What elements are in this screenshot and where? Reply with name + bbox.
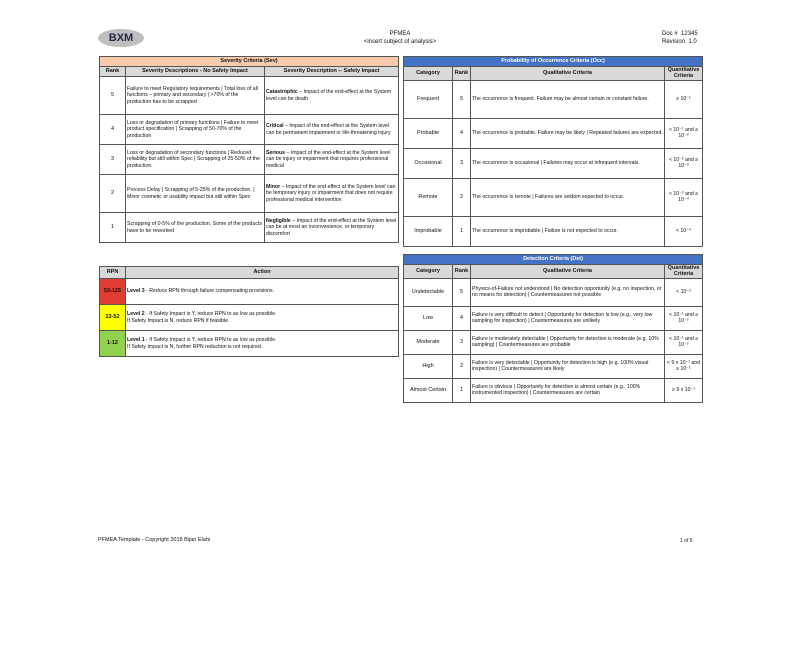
detection-title: Detection Criteria (Det) xyxy=(404,255,703,265)
doc-value: 12345 xyxy=(681,31,698,37)
detection-qualitative: Failure is moderately detectable | Opportunity for detection is moderate (e.g. 10% sampling) | Countermeasures are probable xyxy=(471,330,665,354)
severity-row xyxy=(100,175,399,213)
detection-qualitative: Failure is very detectable | Opportunity for detection is high (e.g. 100% visual inspection) | Countermeasures are likely xyxy=(471,354,665,378)
rpn-level: Level 2 xyxy=(127,311,145,318)
occurrence-header-rank: Rank xyxy=(453,67,471,81)
occurrence-header-qualitative: Qualitative Criteria xyxy=(471,67,665,81)
severity-safety-text: – Impact of the end-effect at the System level can be permanent impairment or life-threatening injury xyxy=(266,123,391,136)
severity-term: Minor xyxy=(266,183,281,190)
footer-copyright: PFMEA Template - Copyright 2018 Bijan Elahi xyxy=(98,537,211,543)
severity-rank: 4 xyxy=(100,115,126,145)
severity-header-safety: Severity Description -- Safety Impact xyxy=(265,67,399,77)
occurrence-qualitative: The occurrence is occasional | Failures may occur at infrequent intervals. xyxy=(471,148,665,178)
occurrence-category: Occasional xyxy=(404,148,453,178)
occurrence-header-category: Category xyxy=(404,67,453,81)
occurrence-header-quantitative: Quantitative Criteria xyxy=(665,67,703,81)
detection-category: Moderate xyxy=(404,330,453,354)
severity-no-safety-desc: Scrapping of 0-5% of the production. Some of the products have to be reworked xyxy=(126,213,265,243)
severity-no-safety-desc: Process Delay | Scrapping of 5-25% of the production. | Minor cosmetic or usability impact but still within Spec xyxy=(126,175,265,213)
severity-term: Catastrophic xyxy=(266,89,298,96)
detection-table xyxy=(403,254,703,403)
severity-rank: 3 xyxy=(100,145,126,175)
occurrence-category: Remote xyxy=(404,178,453,216)
detection-rank: 5 xyxy=(453,278,471,306)
detection-header-quantitative: Quantitative Criteria xyxy=(665,265,703,279)
occurrence-quantitative: ≥ 10⁻¹ xyxy=(665,80,703,118)
detection-rank: 3 xyxy=(453,330,471,354)
occurrence-quantitative: < 10⁻³ and ≥ 10⁻⁴ xyxy=(665,178,703,216)
severity-header-rank: Rank xyxy=(100,67,126,77)
severity-safety-text: – Impact of the end-effect at the System level can be death xyxy=(266,89,392,102)
severity-header-no-safety: Severity Descriptions - No Safety Impact xyxy=(126,67,265,77)
severity-no-safety-desc: Failure to meet Regulatory requirements | Total loss of all functions – primary and secondary | >70% of the production has to be scrapped xyxy=(126,77,265,115)
rpn-row xyxy=(100,331,399,357)
severity-safety-desc xyxy=(265,115,399,145)
rpn-range: 13-52 xyxy=(100,305,126,331)
revision-label: Revision xyxy=(662,39,686,45)
rpn-action xyxy=(126,331,399,357)
detection-row xyxy=(404,378,703,402)
rpn-action-text: - If Safety Impact is Y, reduce RPN to as low as possible. xyxy=(144,311,277,318)
occurrence-row xyxy=(404,216,703,246)
rpn-header: RPN xyxy=(100,267,126,279)
detection-quantitative: < 10⁻² xyxy=(665,278,703,306)
severity-safety-text: – Impact of the end-effect at the System level can be temporary injury or impairment that does not require professional medical intervention xyxy=(266,183,396,203)
rpn-action-text-2: If Safety Impact is N, further RPN reduction is not required. xyxy=(127,343,263,350)
severity-row xyxy=(100,213,399,243)
detection-category: Undetectable xyxy=(404,278,453,306)
title-text: PFMEA xyxy=(389,31,411,37)
severity-row xyxy=(100,77,399,115)
rpn-level: Level 1 xyxy=(127,337,145,344)
occurrence-title: Probability of Occurrence Criteria (Occ) xyxy=(404,57,703,67)
occurrence-quantitative: < 10⁻² and ≥ 10⁻³ xyxy=(665,148,703,178)
occurrence-category: Frequent xyxy=(404,80,453,118)
detection-rank: 2 xyxy=(453,354,471,378)
severity-safety-desc xyxy=(265,213,399,243)
rpn-range: 1-12 xyxy=(100,331,126,357)
detection-rank: 1 xyxy=(453,378,471,402)
rpn-action-text-2: If Safety Impact is N, reduce RPN if feasible. xyxy=(127,317,230,324)
detection-qualitative: Failure is very difficult to detect | Opportunity for detection is low (e.g., very low sampling for inspection) | Countermeasures are unlikely xyxy=(471,306,665,330)
occurrence-category: Improbable xyxy=(404,216,453,246)
severity-title: Severity Criteria (Sev) xyxy=(100,57,399,67)
occurrence-rank: 5 xyxy=(453,80,471,118)
rpn-level: Level 3 xyxy=(127,288,145,295)
detection-quantitative: < 9 x 10⁻¹ and ≥ 10⁻¹ xyxy=(665,354,703,378)
detection-category: High xyxy=(404,354,453,378)
occurrence-qualitative: The occurrence is frequent. Failure may be almost certain or constant failure. xyxy=(471,80,665,118)
occurrence-category: Probable xyxy=(404,118,453,148)
severity-safety-desc xyxy=(265,145,399,175)
occurrence-rank: 2 xyxy=(453,178,471,216)
severity-row xyxy=(100,115,399,145)
severity-safety-desc xyxy=(265,175,399,213)
bxm-logo: BXM xyxy=(98,29,144,47)
severity-safety-text: – Impact of the end-effect at the System level can be injury or impairment that requires professional medical xyxy=(266,149,391,169)
occurrence-quantitative: < 10⁻⁴ xyxy=(665,216,703,246)
detection-qualitative: Failure is obvious | Opportunity for detection is almost certain (e.g., 100% instrumented inspection) | Countermeasures are certain xyxy=(471,378,665,402)
severity-term: Serious xyxy=(266,149,286,156)
rpn-action xyxy=(126,279,399,305)
detection-rank: 4 xyxy=(453,306,471,330)
detection-header-rank: Rank xyxy=(453,265,471,279)
rpn-row xyxy=(100,305,399,331)
severity-term: Critical xyxy=(266,123,284,130)
occurrence-row xyxy=(404,80,703,118)
severity-safety-text: – Impact of the end-effect at the System level can be at most an inconvenience, or temporary discomfort xyxy=(266,217,397,237)
occurrence-row xyxy=(404,148,703,178)
occurrence-quantitative: < 10⁻¹ and ≥ 10⁻² xyxy=(665,118,703,148)
detection-row xyxy=(404,354,703,378)
occurrence-qualitative: The occurrence is remote | Failures are seldom expected to occur. xyxy=(471,178,665,216)
occurrence-table xyxy=(403,56,703,247)
occurrence-rank: 4 xyxy=(453,118,471,148)
subtitle-text: <insert subject of analysis> xyxy=(363,39,437,45)
revision-value: 1.0 xyxy=(688,39,697,45)
occurrence-row xyxy=(404,178,703,216)
detection-quantitative: < 10⁻¹ and ≥ 10⁻² xyxy=(665,330,703,354)
detection-row xyxy=(404,306,703,330)
document-title xyxy=(300,30,500,46)
occurrence-qualitative: The occurrence is probable. Failure may be likely | Repeated failures are expected. xyxy=(471,118,665,148)
rpn-range: 53-125 xyxy=(100,279,126,305)
severity-safety-desc xyxy=(265,77,399,115)
detection-quantitative: < 10⁻¹ and ≥ 10⁻² xyxy=(665,306,703,330)
rpn-action-text: - Reduce RPN through failure compensating provisions. xyxy=(144,288,275,295)
rpn-action-text: - If Safety Impact is Y, reduce RPN to as low as possible. xyxy=(144,337,277,344)
occurrence-qualitative: The occurrence is improbable | Failure is not expected to occur. xyxy=(471,216,665,246)
severity-no-safety-desc: Loss or degradation of primary functions | Failure to meet product specification | Scrapping of 50-70% of the production xyxy=(126,115,265,145)
severity-term: Negligible xyxy=(266,217,291,224)
occurrence-row xyxy=(404,118,703,148)
action-header: Action xyxy=(126,267,399,279)
severity-no-safety-desc: Loss or degradation of secondary functions | Reduced reliability but still within Spec | Scrapping of 25-50% of the production. xyxy=(126,145,265,175)
occurrence-rank: 3 xyxy=(453,148,471,178)
severity-row xyxy=(100,145,399,175)
page-number: 1 of 5 xyxy=(680,538,693,544)
rpn-action xyxy=(126,305,399,331)
detection-category: Almost Certain xyxy=(404,378,453,402)
doc-info xyxy=(662,30,698,46)
detection-header-category: Category xyxy=(404,265,453,279)
detection-qualitative: Physics-of-Failure not understood | No detection opportunity (e.g. no inspection, or no means for detection) | Countermeasures not possible xyxy=(471,278,665,306)
detection-category: Low xyxy=(404,306,453,330)
detection-header-qualitative: Qualitative Criteria xyxy=(471,265,665,279)
doc-label: Doc # xyxy=(662,31,678,37)
detection-row xyxy=(404,278,703,306)
severity-rank: 2 xyxy=(100,175,126,213)
severity-rank: 5 xyxy=(100,77,126,115)
severity-rank: 1 xyxy=(100,213,126,243)
occurrence-rank: 1 xyxy=(453,216,471,246)
severity-table xyxy=(99,56,399,243)
detection-quantitative: ≥ 9 x 10⁻¹ xyxy=(665,378,703,402)
rpn-table xyxy=(99,266,399,357)
rpn-row xyxy=(100,279,399,305)
detection-row xyxy=(404,330,703,354)
